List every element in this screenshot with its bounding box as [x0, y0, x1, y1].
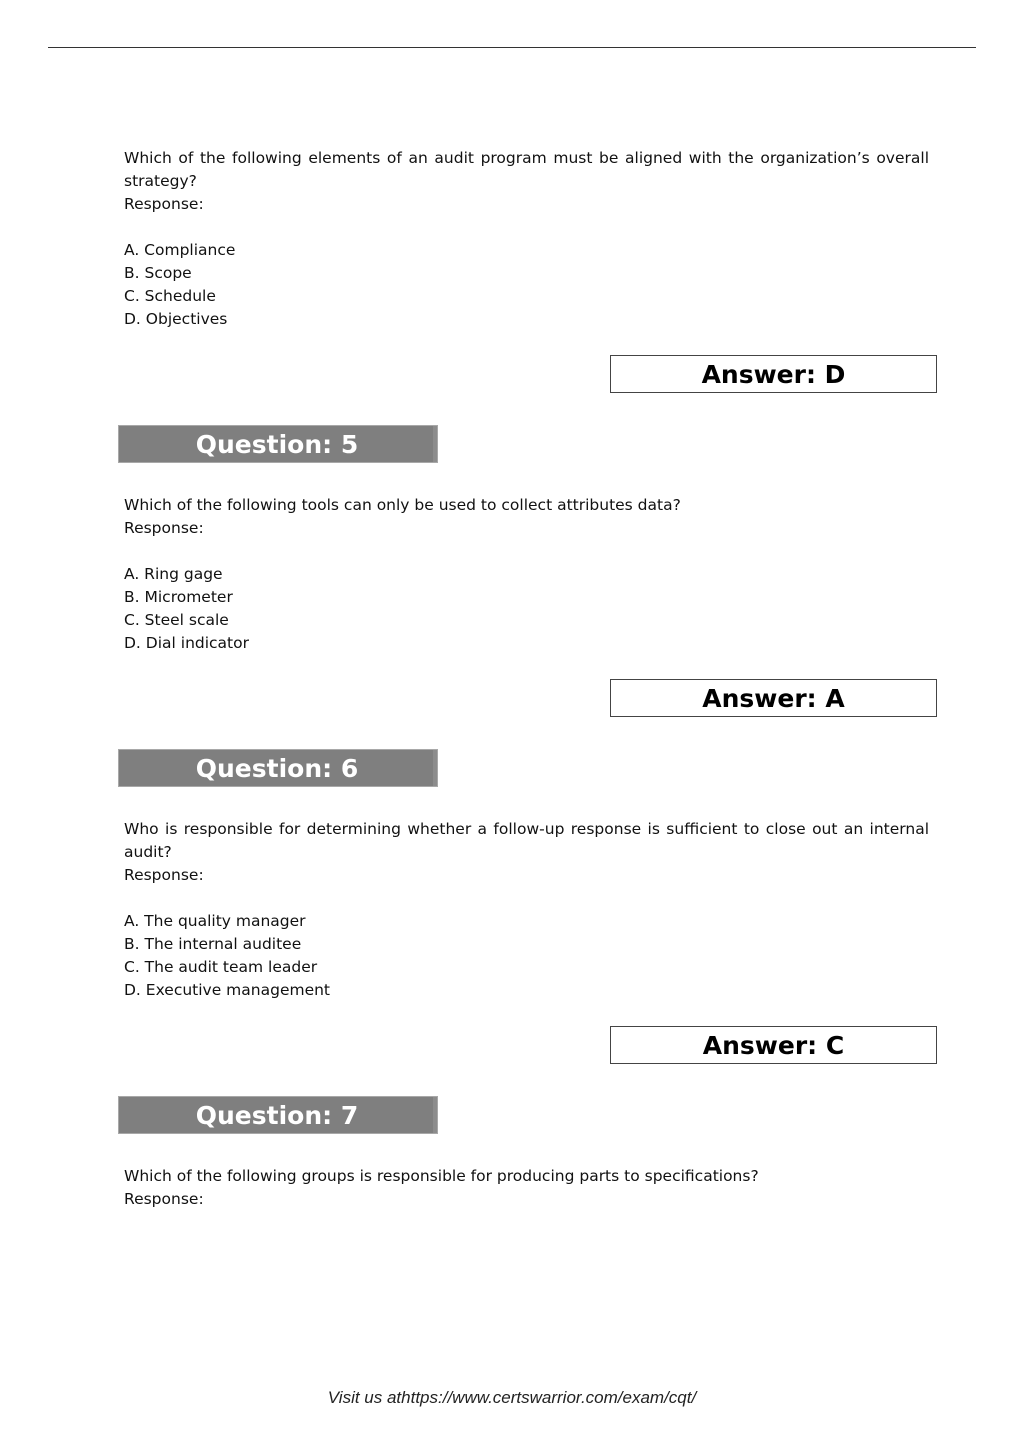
question-6-option-c: C. The audit team leader	[124, 958, 318, 976]
question-5-text	[124, 494, 929, 517]
question-7-line-1: Which of the following groups is responsible for producing parts to specifications?	[124, 1167, 759, 1185]
question-5-answer-box: Answer: A	[610, 679, 937, 717]
question-4-option-c: C. Schedule	[124, 287, 216, 305]
question-5-line-1: Which of the following tools can only be used to collect attributes data?	[124, 496, 681, 514]
question-6-response-label: Response:	[124, 866, 204, 884]
question-6-option-d: D. Executive management	[124, 981, 331, 999]
question-4-text	[124, 147, 929, 193]
question-6-line-1: Who is responsible for determining whether a follow-up response is sufficient to close out an internal	[124, 820, 929, 838]
question-7-header	[118, 1096, 438, 1134]
top-rule	[48, 47, 976, 48]
question-4-line-1: Which of the following elements of an audit program must be aligned with the organization’s overall	[124, 149, 929, 167]
question-5-option-d: D. Dial indicator	[124, 634, 249, 652]
question-6-answer-box: Answer: C	[610, 1026, 937, 1064]
question-4-option-b: B. Scope	[124, 264, 192, 282]
question-4-response-label: Response:	[124, 195, 204, 213]
question-5-response-label: Response:	[124, 519, 204, 537]
question-5-options	[124, 563, 249, 655]
question-6-text	[124, 818, 929, 864]
question-7-header-label: Question: 7	[195, 1100, 359, 1130]
question-6-options	[124, 910, 330, 1002]
question-4-option-a: A. Compliance	[124, 241, 236, 259]
question-6-option-a: A. The quality manager	[124, 912, 306, 930]
footer-link-text: Visit us athttps://www.certswarrior.com/exam/cqt/	[327, 1388, 697, 1407]
question-5-header	[118, 425, 438, 463]
question-6-header-label: Question: 6	[195, 753, 359, 783]
question-4-line-2: strategy?	[124, 172, 197, 190]
question-5-option-b: B. Micrometer	[124, 588, 233, 606]
question-4-answer-box: Answer: D	[610, 355, 937, 393]
question-6-line-2: audit?	[124, 843, 172, 861]
question-4-option-d: D. Objectives	[124, 310, 228, 328]
question-4-options	[124, 239, 235, 331]
question-7-response-label: Response:	[124, 1190, 204, 1208]
question-7-text	[124, 1165, 929, 1188]
question-5-option-a: A. Ring gage	[124, 565, 223, 583]
question-6-option-b: B. The internal auditee	[124, 935, 302, 953]
question-5-option-c: C. Steel scale	[124, 611, 229, 629]
question-5-header-label: Question: 5	[195, 429, 359, 459]
question-6-header	[118, 749, 438, 787]
